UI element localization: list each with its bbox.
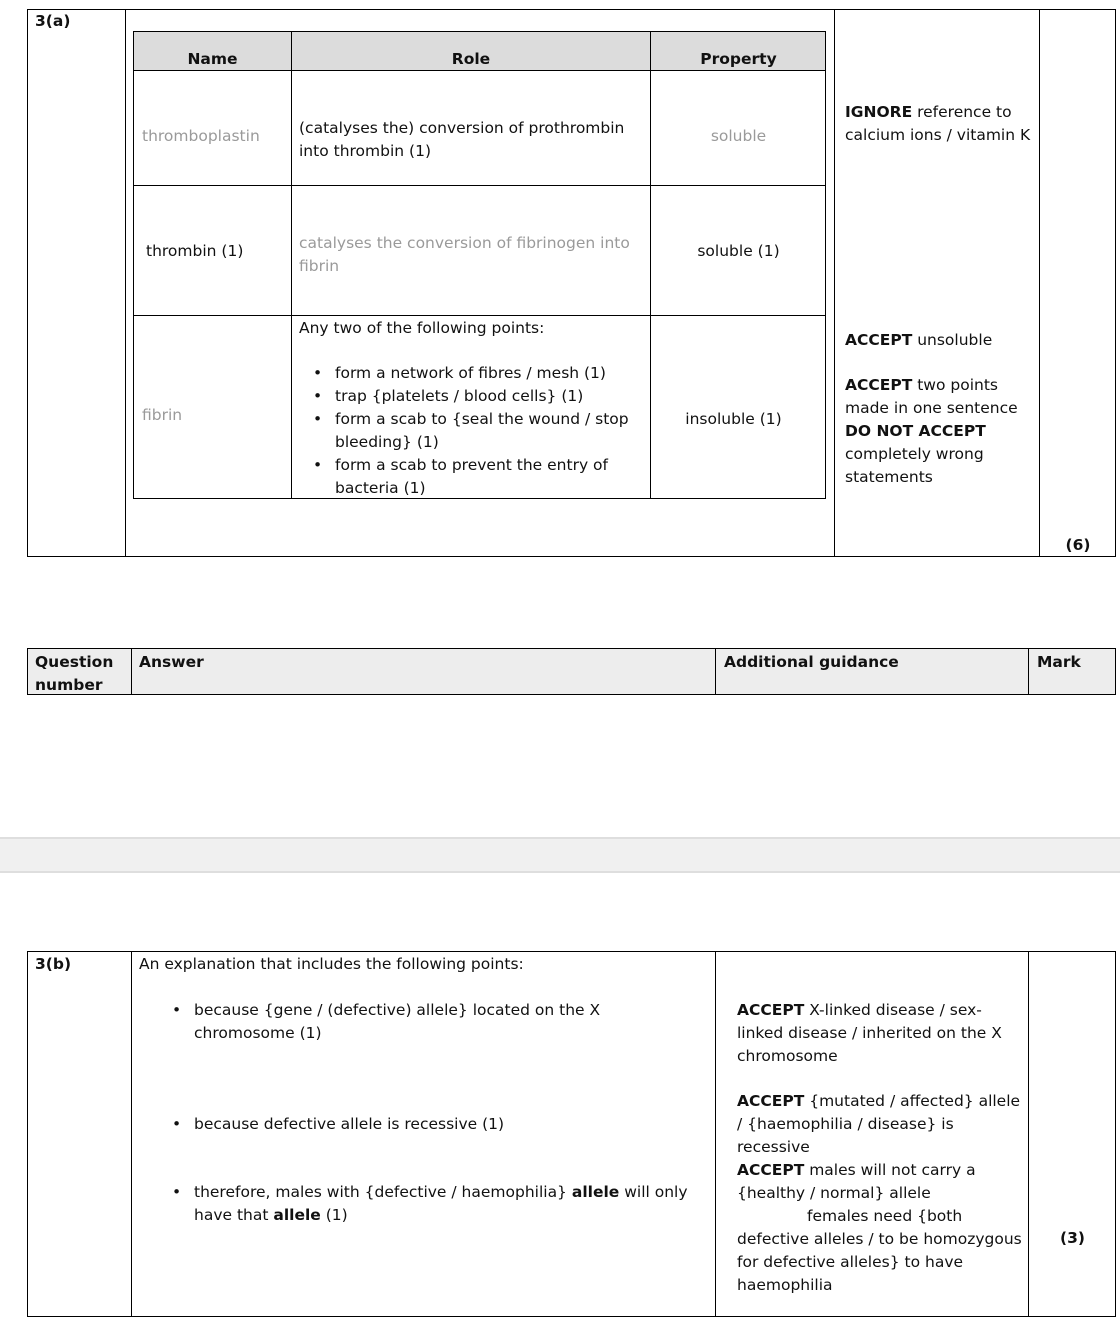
guidance-text: {mutated / affected} allele / {haemophilia / disease} is recessive — [737, 1092, 1021, 1156]
guidance-ignore — [845, 101, 1035, 147]
row3-property: insoluble (1) — [685, 410, 782, 428]
row3-name: fibrin — [142, 406, 183, 424]
header-answer: Answer — [139, 653, 204, 671]
mark-value: (6) — [1065, 536, 1091, 554]
list-item: • trap {platelets / blood cells} (1) — [298, 385, 644, 408]
table-divider — [134, 70, 825, 71]
answer-points — [157, 999, 702, 1045]
guidance-accept-males — [737, 1159, 987, 1205]
row2-role: catalyses the conversion of fibrinogen into fibrin — [299, 234, 630, 275]
question-3b-block — [27, 951, 1116, 1317]
row2-name: thrombin (1) — [146, 242, 244, 260]
table-divider — [134, 315, 825, 316]
column-divider — [715, 649, 716, 694]
answer-points — [157, 1113, 702, 1136]
guidance-text: X-linked disease / sex-linked disease / inherited on the X chromosome — [737, 1001, 1002, 1065]
guidance-keyword: ACCEPT — [845, 331, 913, 349]
list-item: • because defective allele is recessive (1) — [157, 1113, 702, 1136]
guidance-keyword: ACCEPT — [845, 376, 913, 394]
point3-text: therefore, males with {defective / haemophilia} — [194, 1183, 572, 1201]
header-name: Name — [187, 50, 238, 68]
list-item — [157, 1181, 699, 1227]
header-additional-guidance: Additional guidance — [724, 653, 899, 671]
point3-text: (1) — [320, 1206, 348, 1224]
guidance-text: unsoluble — [912, 331, 993, 349]
row1-property: soluble — [710, 127, 767, 145]
point3-keyword: allele — [571, 1183, 620, 1201]
guidance-keyword: DO NOT ACCEPT — [845, 422, 986, 440]
guidance-keyword: ACCEPT — [737, 1092, 805, 1110]
page-separator — [0, 837, 1120, 873]
row1-role: (catalyses the) conversion of prothrombin into thrombin (1) — [299, 119, 625, 160]
guidance-text: completely wrong statements — [845, 445, 984, 486]
header-property: Property — [700, 50, 777, 68]
guidance-text: reference to calcium ions / vitamin K — [845, 103, 1031, 144]
question-number: 3(b) — [35, 955, 72, 973]
row3-points-list — [298, 362, 644, 500]
header-role: Role — [451, 50, 491, 68]
column-divider — [1039, 10, 1040, 556]
guidance-accept-unsoluble — [845, 329, 1035, 352]
table-divider — [134, 185, 825, 186]
guidance-text: two points made in one sentence — [845, 376, 1018, 417]
answer-intro: An explanation that includes the following points: — [139, 955, 524, 973]
point3-text: will only have that — [194, 1183, 688, 1224]
list-item: • form a network of fibres / mesh (1) — [298, 362, 644, 385]
column-divider — [125, 10, 126, 556]
row3-role — [299, 317, 644, 500]
list-item: • form a scab to {seal the wound / stop bleeding} (1) — [298, 408, 630, 454]
guidance-text: males will not carry a {healthy / normal} allele — [737, 1161, 976, 1202]
column-divider — [1028, 649, 1029, 694]
column-divider — [715, 952, 716, 1316]
table-header-row — [134, 32, 825, 71]
list-item: • form a scab to prevent the entry of bacteria (1) — [298, 454, 630, 500]
guidance-accept-x-linked — [737, 999, 1017, 1068]
row1-name: thromboplastin — [142, 127, 260, 145]
guidance-accept-recessive — [737, 1090, 1027, 1159]
point3-keyword: allele — [273, 1206, 321, 1224]
row3-role-intro: Any two of the following points: — [299, 319, 545, 337]
column-divider — [131, 649, 132, 694]
row2-property: soluble (1) — [697, 242, 780, 260]
guidance-females: females need {both defective alleles / to be homozygous for defective alleles} to have haemophilia — [737, 1207, 1022, 1294]
list-item: • because {gene / (defective) allele} located on the X chromosome (1) — [157, 999, 699, 1045]
answer-points — [157, 1181, 702, 1227]
header-question-number: Question number — [35, 653, 114, 694]
guidance-keyword: IGNORE — [845, 103, 913, 121]
table-divider — [291, 32, 292, 498]
guidance-keyword: ACCEPT — [737, 1001, 805, 1019]
column-divider — [1028, 952, 1029, 1316]
clotting-table — [133, 31, 826, 499]
mark-value: (3) — [1060, 1229, 1085, 1247]
guidance-accept-two-points — [845, 374, 1030, 420]
column-divider — [834, 10, 835, 556]
question-number: 3(a) — [35, 12, 71, 30]
guidance-keyword: ACCEPT — [737, 1161, 805, 1179]
guidance-do-not-accept — [845, 420, 1030, 489]
column-divider — [131, 952, 132, 1316]
header-mark: Mark — [1037, 653, 1081, 671]
mark-scheme-header — [27, 648, 1116, 695]
